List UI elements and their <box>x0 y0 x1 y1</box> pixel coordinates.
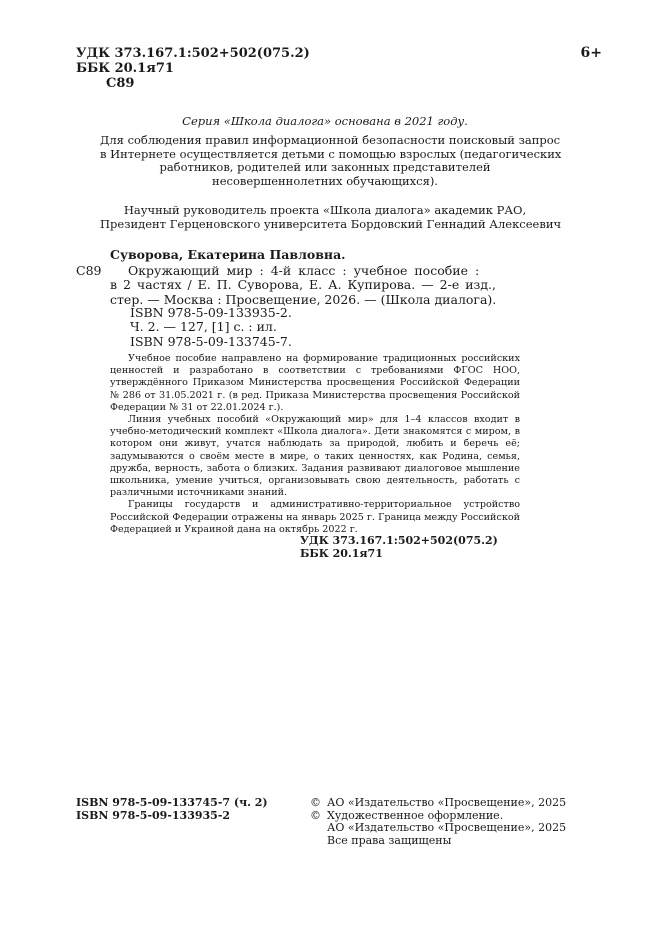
bibliography-line: в 2 частях / Е. П. Суворова, Е. А. Купирова. — 2-е изд., <box>110 277 496 293</box>
isbn-line: ISBN 978-5-09-133745-7 (ч. 2) <box>76 796 268 809</box>
copyright-text: АО «Издательство «Просвещение», 2025 <box>327 821 567 834</box>
isbn-line: ISBN 978-5-09-133935-2 <box>76 808 231 822</box>
udk-code: УДК 373.167.1:502+502(075.2) <box>76 46 310 61</box>
bbk-code: ББК 20.1я71 <box>300 546 383 560</box>
copyright-row <box>310 835 566 848</box>
scientific-lead-line: Президент Герценовского университета Бордовский Геннадий Алексеевич <box>100 216 562 231</box>
safety-note-line: Для соблюдения правил информационной безопасности поисковый запрос <box>100 133 561 147</box>
annotation <box>110 353 520 536</box>
copyright-row <box>310 797 566 810</box>
footer-isbn <box>76 797 268 822</box>
annotation-paragraph: Линия учебных пособий «Окружающий мир» для 1–4 классов входит в учебно-методический комплект «Школа диалога». Дети знакомятся с миром, в котором они живут, учатся наблюдать за природой, любить и беречь её; задумываются о своём месте в мире, о таких ценностях, как Родина, семья, дружба, верность, забота о близких. Задания развивают диалоговое мышление школьника, умение учиться, организовывать свою деятельность, работать с различными источниками знаний. <box>110 414 520 499</box>
pages-line: Ч. 2. — 127, [1] с. : ил. <box>130 319 277 335</box>
author-mark: С89 <box>106 76 135 91</box>
bibliography-line: Окружающий мир : 4-й класс : учебное пособие : <box>128 263 480 278</box>
scientific-lead-line: Научный руководитель проекта «Школа диалога» академик РАО, <box>123 203 527 217</box>
series-note: Серия «Школа диалога» основана в 2021 году. <box>182 114 468 128</box>
safety-note-line: несовершеннолетних обучающихся). <box>212 173 438 188</box>
isbn-line: ISBN 978-5-09-133935-2. <box>130 305 292 320</box>
copyright-block <box>310 797 566 847</box>
catalog-codes-bottom <box>300 535 498 560</box>
bibliography-description <box>110 264 520 307</box>
age-rating: 6+ <box>580 45 602 61</box>
annotation-paragraph: Границы государств и административно-территориальное устройство Российской Федерации отражены на январь 2025 г. Граница между Российской Федерацией и Украиной дана на октябрь 2022 г. <box>110 499 520 535</box>
copyright-icon: © <box>310 808 321 822</box>
bibliography-isbn-block <box>130 306 292 349</box>
safety-note-line: в Интернете осуществляется детьми с помощью взрослых (педагогических <box>100 146 562 161</box>
copyright-icon: © <box>310 796 321 809</box>
copyright-row <box>310 822 566 835</box>
copyright-text: Художественное оформление. <box>327 808 504 822</box>
bbk-code: ББК 20.1я71 <box>76 61 174 76</box>
isbn-line: ISBN 978-5-09-133745-7. <box>130 333 292 349</box>
bibliography-line: стер. — Москва : Просвещение, 2026. — (Школа диалога). <box>110 291 497 307</box>
rights-reserved: Все права защищены <box>327 833 452 847</box>
annotation-paragraph: Учебное пособие направлено на формирование традиционных российских ценностей и разработано в соответствии с требованиями ФГОС НОО, утверждённого Приказом Министерства просвещения Российской Федерации № 286 от 31.05.2021 г. (в ред. Приказа Министерства просвещения Российской Федерации № 31 от 22.01.2024 г.). <box>110 353 520 413</box>
safety-note-line: работников, родителей или законных представителей <box>159 160 491 174</box>
bibliography-code: С89 <box>76 263 102 278</box>
scientific-lead <box>100 203 562 231</box>
udk-code: УДК 373.167.1:502+502(075.2) <box>300 534 498 547</box>
copyright-text: АО «Издательство «Просвещение», 2025 <box>327 796 567 809</box>
author-name: Суворова, Екатерина Павловна. <box>110 247 346 262</box>
internet-safety-note <box>100 133 562 188</box>
catalog-codes-top <box>76 46 310 91</box>
